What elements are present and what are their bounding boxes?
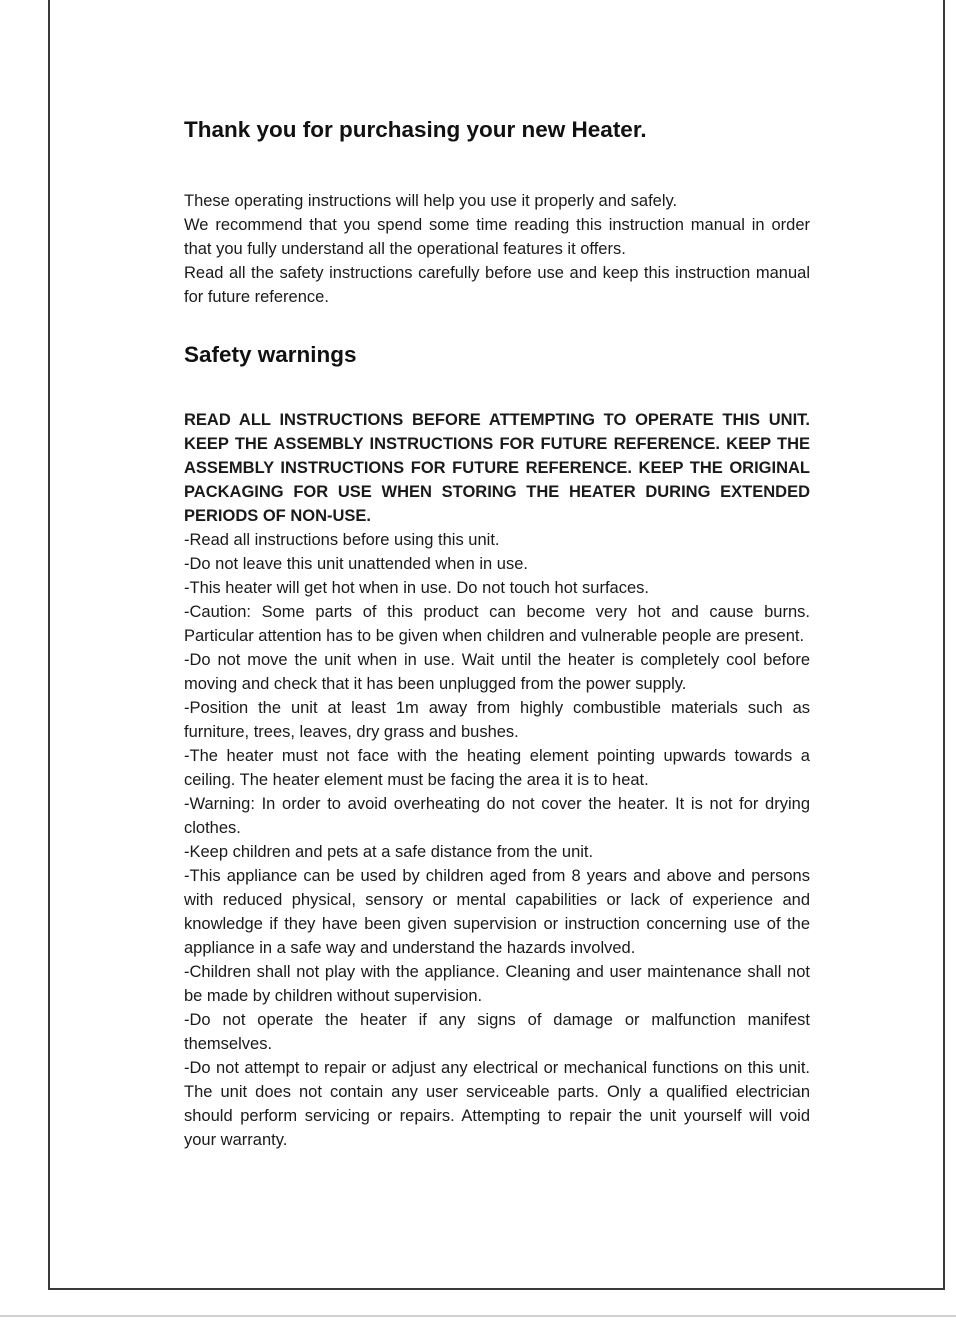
safety-item: -This appliance can be used by children aged from 8 years and above and persons with reduced physical, sensory or mental capabilities or lack of experience and knowledge if they have been given supervision or instruction concerning use of the appliance in a safe way and understand the hazards involved.	[184, 867, 810, 957]
safety-item: -Read all instructions before using this unit.	[184, 531, 500, 549]
intro-section	[184, 189, 810, 309]
safety-item: -Do not move the unit when in use. Wait until the heater is completely cool before moving and check that it has been unplugged from the power supply.	[184, 651, 810, 693]
intro-paragraph: Read all the safety instructions carefully before use and keep this instruction manual for future reference.	[184, 264, 810, 306]
safety-item: -Keep children and pets at a safe distance from the unit.	[184, 843, 594, 861]
safety-item: -Caution: Some parts of this product can become very hot and cause burns. Particular attention has to be given when children and vulnerable people are present.	[184, 603, 810, 645]
safety-item: -The heater must not face with the heating element pointing upwards towards a ceiling. The heater element must be facing the area it is to heat.	[184, 747, 810, 789]
safety-item: -Do not attempt to repair or adjust any electrical or mechanical functions on this unit. The unit does not contain any user serviceable parts. Only a qualified electrician should perform servicing or repairs. Attempting to repair the unit yourself will void your warranty.	[184, 1059, 810, 1149]
safety-item: -Do not operate the heater if any signs of damage or malfunction manifest themselves.	[184, 1011, 810, 1053]
safety-item: -This heater will get hot when in use. Do not touch hot surfaces.	[184, 579, 649, 597]
document-content	[184, 114, 810, 1152]
bottom-divider	[0, 1315, 956, 1317]
safety-item: -Position the unit at least 1m away from highly combustible materials such as furniture, trees, leaves, dry grass and bushes.	[184, 699, 810, 741]
safety-item: -Children shall not play with the appliance. Cleaning and user maintenance shall not be made by children without supervision.	[184, 963, 810, 1005]
safety-item: -Warning: In order to avoid overheating do not cover the heater. It is not for drying clothes.	[184, 795, 810, 837]
caps-warning: READ ALL INSTRUCTIONS BEFORE ATTEMPTING TO OPERATE THIS UNIT. KEEP THE ASSEMBLY INSTRUCTIONS FOR FUTURE REFERENCE. KEEP THE ASSEMBLY INSTRUCTIONS FOR FUTURE REFERENCE. KEEP THE ORIGINAL PACKAGING FOR USE WHEN STORING THE HEATER DURING EXTENDED PERIODS OF NON-USE.	[184, 411, 810, 525]
intro-paragraph: We recommend that you spend some time reading this instruction manual in order that you fully understand all the operational features it offers.	[184, 216, 810, 258]
safety-list	[184, 528, 810, 1152]
intro-paragraph: These operating instructions will help you use it properly and safely.	[184, 192, 678, 210]
safety-item: -Do not leave this unit unattended when in use.	[184, 555, 528, 573]
page-title: Thank you for purchasing your new Heater.	[184, 117, 647, 142]
section-title-safety: Safety warnings	[184, 342, 357, 367]
